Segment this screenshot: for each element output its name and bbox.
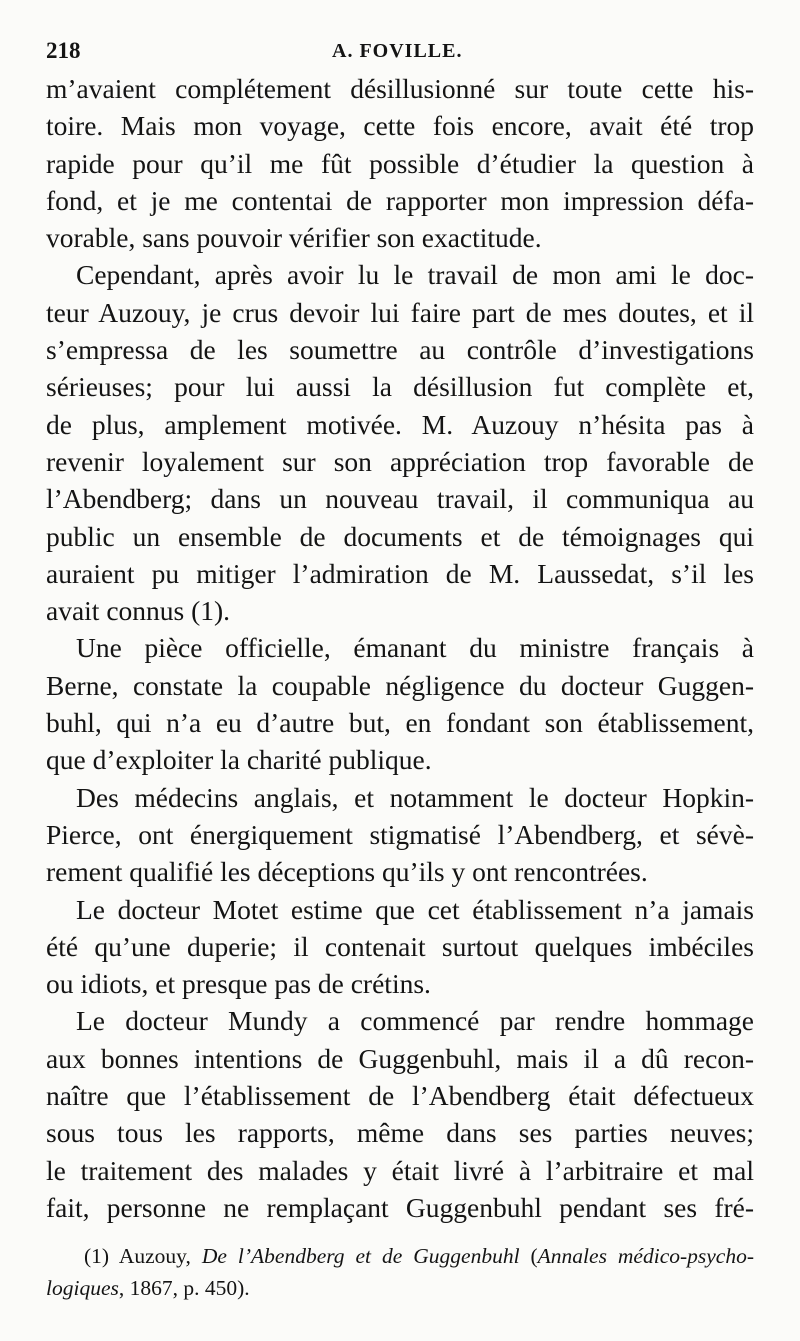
text-line: Le docteur Motet estime que cet établissement n’a jamais: [76, 893, 754, 925]
footnote-line: [46, 1272, 754, 1304]
text-line: m’avaient complétement désillusionné sur toute cette his-: [46, 73, 754, 104]
text-line: Pierce, ont énergiquement stigmatisé l’Abendberg, et sévè-: [46, 818, 754, 850]
text-line: sous tous les rapports, même dans ses parties neuves;: [46, 1117, 754, 1149]
text-line: Une pièce officielle, émanant du ministre français à: [76, 632, 754, 664]
text-line: revenir loyalement sur son appréciation trop favorable de: [46, 445, 754, 477]
footnote-paren: (: [519, 1244, 538, 1268]
text-line: toire. Mais mon voyage, cette fois encore, avait été trop: [46, 110, 754, 142]
text-line: public un ensemble de documents et de témoignages qui: [46, 520, 754, 552]
text-line: avait connus (1).: [46, 595, 231, 627]
text-line: sérieuses; pour lui aussi la désillusion fut complète et,: [46, 371, 754, 403]
text-line: aux bonnes intentions de Guggenbuhl, mais il a dû recon-: [46, 1042, 754, 1074]
footnote-line: [46, 1240, 754, 1272]
footnote-tail: , 1867, p. 450).: [118, 1276, 250, 1300]
text-line: fond, et je me contentai de rapporter mon impression défa-: [46, 184, 754, 216]
text-line: buhl, qui n’a eu d’autre but, en fondant son établissement,: [46, 707, 754, 739]
text-line: Cependant, après avoir lu le travail de mon ami le doc-: [76, 259, 754, 291]
running-head: A. FOVILLE.: [332, 40, 463, 62]
text-line: Berne, constate la coupable négligence du docteur Guggen-: [46, 669, 754, 701]
text-line: naître que l’établissement de l’Abendberg était défectueux: [46, 1080, 754, 1112]
text-line: de plus, amplement motivée. M. Auzouy n’hésita pas à: [46, 408, 754, 440]
text-line: rapide pour qu’il me fût possible d’étudier la question à: [46, 147, 754, 179]
text-line: le traitement des malades y était livré à l’arbitraire et mal: [46, 1154, 754, 1186]
text-line: été qu’une duperie; il contenait surtout quelques imbéciles: [46, 930, 754, 962]
page-header: [46, 38, 754, 72]
text-line: l’Abendberg; dans un nouveau travail, il communiqua au: [46, 483, 754, 515]
text-line: vorable, sans pouvoir vérifier son exactitude.: [46, 222, 542, 254]
footnote-journal-cont: logiques: [46, 1276, 119, 1300]
text-line: Des médecins anglais, et notamment le docteur Hopkin-: [76, 781, 754, 813]
text-line: rement qualifié les déceptions qu’ils y ont rencontrées.: [46, 856, 648, 888]
text-line: Le docteur Mundy a commencé par rendre hommage: [76, 1005, 754, 1037]
text-line: auraient pu mitiger l’admiration de M. Laussedat, s’il les: [46, 557, 754, 589]
text-line: teur Auzouy, je crus devoir lui faire part de mes doutes, et il: [46, 296, 754, 328]
text-line: ou idiots, et presque pas de crétins.: [46, 968, 431, 1000]
text-line: que d’exploiter la charité publique.: [46, 744, 432, 776]
footnotes: [46, 1240, 754, 1304]
footnote-marker: (1) Auzouy,: [84, 1244, 202, 1268]
text-line: s’empressa de les soumettre au contrôle d’investigations: [46, 334, 754, 366]
page-number: 218: [46, 38, 81, 63]
footnote-journal: Annales médico-psycho-: [537, 1244, 755, 1268]
body-text: [46, 70, 754, 1226]
text-line: fait, personne ne remplaçant Guggenbuhl pendant ses fré-: [46, 1191, 754, 1223]
footnote-title: De l’Abendberg et de Guggenbuhl: [201, 1244, 520, 1268]
